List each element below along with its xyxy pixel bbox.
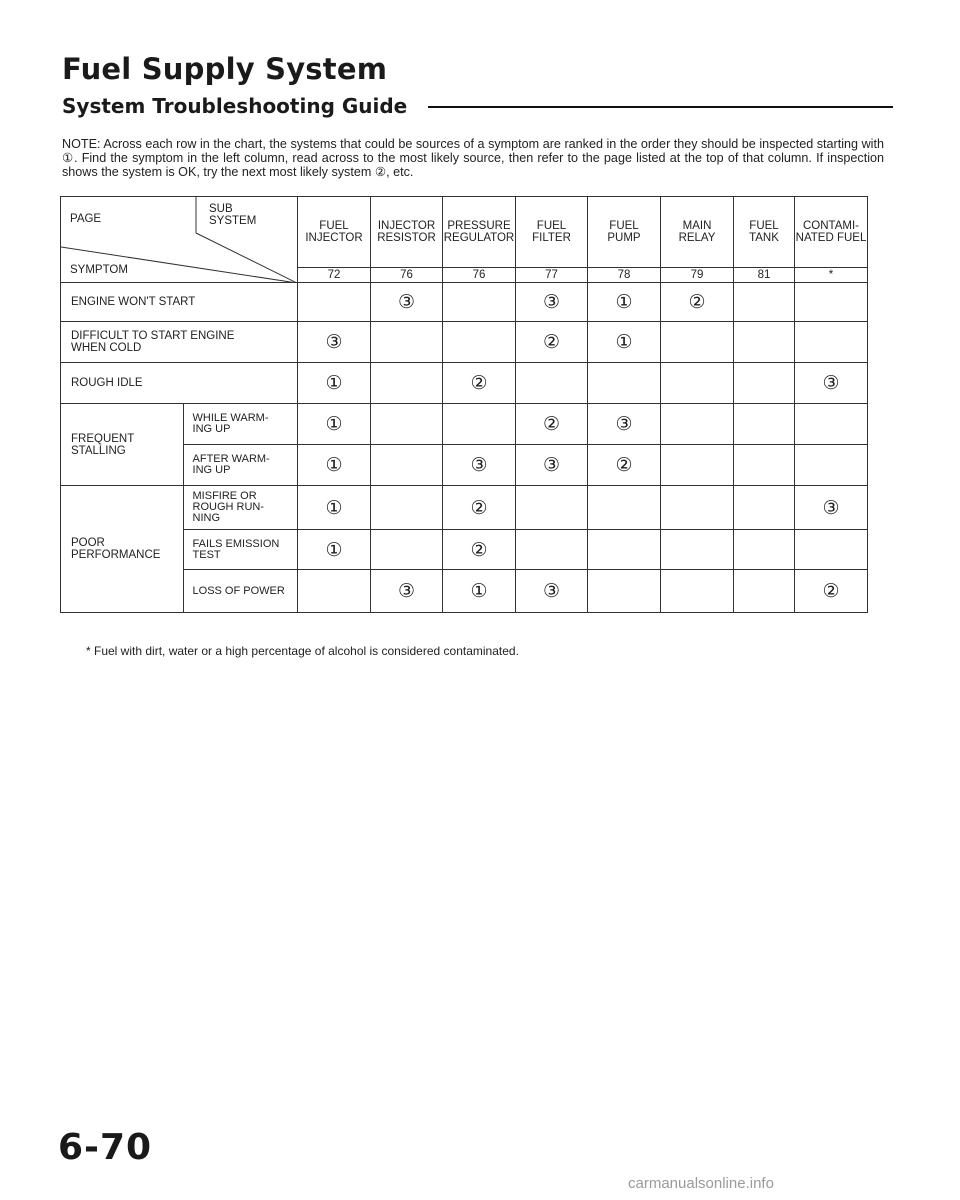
troubleshooting-table xyxy=(60,196,868,613)
rank-cell: ③ xyxy=(588,404,661,445)
rank-cell xyxy=(661,530,734,570)
rank-cell: ① xyxy=(443,570,516,613)
column-header: MAIN RELAY xyxy=(661,197,734,268)
table-row xyxy=(61,322,868,363)
rank-cell xyxy=(588,570,661,613)
symptom-group-cell: FREQUENT STALLING xyxy=(61,404,184,486)
sub-symptom-cell: WHILE WARM- ING UP xyxy=(183,404,297,445)
rank-cell xyxy=(661,363,734,404)
rank-cell xyxy=(661,486,734,530)
instruction-note: NOTE: Across each row in the chart, the systems that could be sources of a symptom are ranked in the order they should be inspected starting with ①. Find the symptom in the left column, read across to the most likely source, then refer to the page listed at the top of that column. If inspection shows the system is OK, try the next most likely system ②, etc. xyxy=(62,137,884,179)
rank-cell: ③ xyxy=(516,445,588,486)
rank-cell: ② xyxy=(661,283,734,322)
rank-cell xyxy=(298,283,371,322)
rank-cell: ③ xyxy=(371,283,443,322)
rank-cell: ① xyxy=(298,445,371,486)
rank-cell xyxy=(795,283,868,322)
column-page-ref: 77 xyxy=(516,268,588,283)
table-row xyxy=(61,283,868,322)
rank-cell xyxy=(516,363,588,404)
rank-cell xyxy=(443,283,516,322)
rank-cell: ③ xyxy=(516,570,588,613)
rank-cell xyxy=(661,445,734,486)
rank-cell xyxy=(516,530,588,570)
rank-cell xyxy=(734,363,795,404)
column-header: FUEL FILTER xyxy=(516,197,588,268)
symptom-cell: DIFFICULT TO START ENGINE WHEN COLD xyxy=(61,322,298,363)
rank-cell xyxy=(588,363,661,404)
rank-cell xyxy=(734,530,795,570)
column-page-ref: 76 xyxy=(443,268,516,283)
sub-symptom-cell: LOSS OF POWER xyxy=(183,570,297,613)
section-subtitle: System Troubleshooting Guide xyxy=(62,94,408,118)
rank-cell xyxy=(516,486,588,530)
rank-cell xyxy=(371,404,443,445)
rank-cell: ③ xyxy=(298,322,371,363)
rank-cell xyxy=(661,404,734,445)
rank-cell xyxy=(371,363,443,404)
column-page-ref: 79 xyxy=(661,268,734,283)
rank-cell: ③ xyxy=(516,283,588,322)
column-header: PRESSURE REGULATOR xyxy=(443,197,516,268)
rank-cell xyxy=(371,530,443,570)
rank-cell xyxy=(298,570,371,613)
symptom-label: SYMPTOM xyxy=(70,264,128,276)
sub-system-label: SUB SYSTEM xyxy=(209,203,257,227)
rank-cell: ② xyxy=(795,570,868,613)
rank-cell: ③ xyxy=(443,445,516,486)
rank-cell: ② xyxy=(516,322,588,363)
rank-cell: ③ xyxy=(371,570,443,613)
table-row xyxy=(61,404,868,445)
column-header: CONTAMI- NATED FUEL xyxy=(795,197,868,268)
rank-cell xyxy=(588,486,661,530)
column-page-ref: 72 xyxy=(298,268,371,283)
rank-cell xyxy=(661,570,734,613)
column-header: FUEL TANK xyxy=(734,197,795,268)
rank-cell xyxy=(371,486,443,530)
rank-cell: ② xyxy=(588,445,661,486)
rank-cell xyxy=(443,404,516,445)
watermark: carmanualsonline.info xyxy=(628,1175,774,1192)
rank-cell xyxy=(795,322,868,363)
column-page-ref: 81 xyxy=(734,268,795,283)
footnote: * Fuel with dirt, water or a high percentage of alcohol is considered contaminated. xyxy=(86,644,519,658)
rank-cell xyxy=(795,404,868,445)
rank-cell xyxy=(734,404,795,445)
column-header: FUEL PUMP xyxy=(588,197,661,268)
symptom-group-cell: POOR PERFORMANCE xyxy=(61,486,184,613)
rank-cell: ① xyxy=(298,486,371,530)
sub-symptom-cell: AFTER WARM- ING UP xyxy=(183,445,297,486)
rank-cell: ② xyxy=(443,363,516,404)
rank-cell: ① xyxy=(298,363,371,404)
rank-cell: ① xyxy=(588,322,661,363)
column-page-ref: 76 xyxy=(371,268,443,283)
rank-cell xyxy=(734,445,795,486)
sub-symptom-cell: MISFIRE OR ROUGH RUN- NING xyxy=(183,486,297,530)
rank-cell xyxy=(734,486,795,530)
rank-cell: ③ xyxy=(795,486,868,530)
rank-cell: ② xyxy=(516,404,588,445)
rank-cell xyxy=(371,445,443,486)
header-corner xyxy=(61,197,298,283)
rank-cell: ① xyxy=(298,530,371,570)
rank-cell xyxy=(443,322,516,363)
page-label: PAGE xyxy=(70,213,102,225)
rank-cell xyxy=(734,283,795,322)
rank-cell: ② xyxy=(443,530,516,570)
table-row xyxy=(61,486,868,530)
rank-cell xyxy=(795,445,868,486)
rank-cell: ② xyxy=(443,486,516,530)
page-number: 6-70 xyxy=(58,1127,153,1168)
rank-cell: ③ xyxy=(795,363,868,404)
column-header: FUEL INJECTOR xyxy=(298,197,371,268)
rank-cell xyxy=(371,322,443,363)
subtitle-rule xyxy=(428,106,893,108)
column-header: INJECTOR RESISTOR xyxy=(371,197,443,268)
column-page-ref: 78 xyxy=(588,268,661,283)
rank-cell xyxy=(734,322,795,363)
symptom-cell: ROUGH IDLE xyxy=(61,363,298,404)
rank-cell xyxy=(795,530,868,570)
rank-cell: ① xyxy=(298,404,371,445)
rank-cell xyxy=(734,570,795,613)
column-page-ref: * xyxy=(795,268,868,283)
rank-cell: ① xyxy=(588,283,661,322)
table-row xyxy=(61,363,868,404)
symptom-cell: ENGINE WON'T START xyxy=(61,283,298,322)
sub-symptom-cell: FAILS EMISSION TEST xyxy=(183,530,297,570)
rank-cell xyxy=(661,322,734,363)
page-title: Fuel Supply System xyxy=(62,52,388,86)
rank-cell xyxy=(588,530,661,570)
